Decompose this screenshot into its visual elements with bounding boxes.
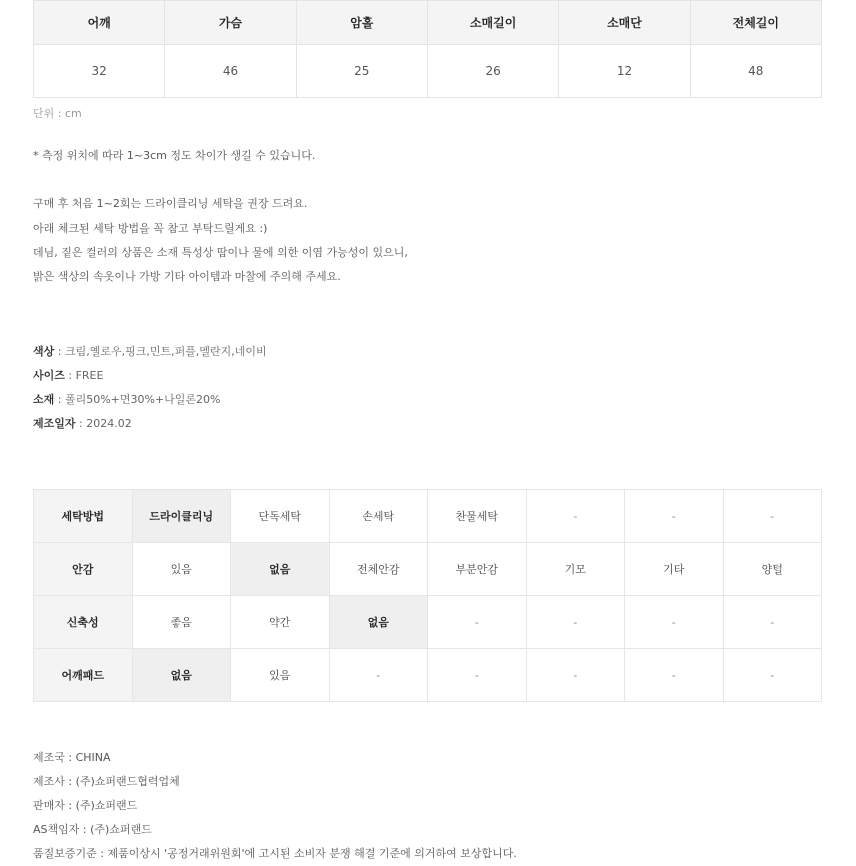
wash-note-3: 데님, 짙은 컬러의 상품은 소재 특성상 땀이나 물에 의한 이염 가능성이 있으니,: [33, 246, 408, 259]
size-value-cell: 32: [34, 45, 165, 98]
care-option: -: [526, 596, 625, 649]
size-header-cell: 전체길이: [690, 1, 821, 45]
care-option: 양털: [723, 543, 822, 596]
care-row-label: 세탁방법: [34, 490, 133, 543]
size-header-cell: 암홀: [296, 1, 427, 45]
spec-date-value: : 2024.02: [75, 417, 132, 430]
wash-note-1: 구매 후 처음 1~2회는 드라이클리닝 세탁을 권장 드려요.: [33, 197, 308, 210]
care-table: [33, 489, 822, 702]
maker-warranty: 품질보증기준 : 제품이상시 '공정거래위원회'에 고시된 소비자 분쟁 해결 기준에 의거하여 보상합니다.: [33, 847, 517, 860]
care-option-selected: 없음: [132, 649, 231, 702]
care-option: -: [526, 649, 625, 702]
spec-size-label: 사이즈: [33, 369, 65, 382]
care-row-label: 어깨패드: [34, 649, 133, 702]
care-option: -: [625, 490, 724, 543]
care-option-selected: 없음: [231, 543, 330, 596]
care-option: 찬물세탁: [428, 490, 527, 543]
spec-size-value: : FREE: [64, 369, 104, 382]
care-option: 기타: [625, 543, 724, 596]
care-option: -: [723, 596, 822, 649]
maker-seller: 판매자 : (주)쇼퍼랜드: [33, 799, 138, 812]
care-option: -: [329, 649, 428, 702]
unit-note: 단위 : cm: [33, 107, 82, 120]
care-option: 기모: [526, 543, 625, 596]
size-value-cell: 46: [165, 45, 296, 98]
spec-date-label: 제조일자: [33, 417, 76, 430]
wash-note-4: 밝은 색상의 속옷이나 가방 기타 아이템과 마찰에 주의해 주세요.: [33, 270, 341, 283]
size-table-values: [34, 45, 822, 98]
size-value-cell: 48: [690, 45, 821, 98]
care-row: [34, 596, 822, 649]
maker-as: AS책임자 : (주)쇼퍼랜드: [33, 823, 152, 836]
care-option: -: [723, 649, 822, 702]
care-option: -: [723, 490, 822, 543]
size-table: [33, 0, 822, 98]
care-option: 약간: [231, 596, 330, 649]
spec-size: [33, 364, 103, 388]
spec-material: [33, 388, 221, 412]
care-option: 부분안감: [428, 543, 527, 596]
size-value-cell: 12: [559, 45, 690, 98]
care-row: [34, 649, 822, 702]
spec-color-label: 색상: [33, 345, 55, 358]
care-option: 단독세탁: [231, 490, 330, 543]
size-header-cell: 소매단: [559, 1, 690, 45]
size-header-cell: 가슴: [165, 1, 296, 45]
care-option: 전체안감: [329, 543, 428, 596]
spec-material-value: : 폴리50%+면30%+나일론20%: [54, 393, 221, 406]
size-header-cell: 소매길이: [427, 1, 558, 45]
spec-date: [33, 412, 132, 436]
care-option-selected: 없음: [329, 596, 428, 649]
size-table-header: [34, 1, 822, 45]
care-row-label: 안감: [34, 543, 133, 596]
maker-manufacturer: 제조사 : (주)쇼퍼랜드협력업체: [33, 775, 180, 788]
care-option-selected: 드라이클리닝: [132, 490, 231, 543]
size-value-cell: 26: [427, 45, 558, 98]
size-value-cell: 25: [296, 45, 427, 98]
care-option: -: [428, 596, 527, 649]
maker-country: 제조국 : CHINA: [33, 751, 111, 764]
care-option: -: [625, 596, 724, 649]
wash-note-2: 아래 체크된 세탁 방법을 꼭 참고 부탁드릴게요 :): [33, 222, 268, 235]
care-option: -: [625, 649, 724, 702]
care-option: -: [526, 490, 625, 543]
care-row: [34, 490, 822, 543]
care-option: -: [428, 649, 527, 702]
spec-color-value: : 크림,옐로우,핑크,민트,퍼플,멜란지,네이비: [54, 345, 267, 358]
care-option: 좋음: [132, 596, 231, 649]
care-row-label: 신축성: [34, 596, 133, 649]
spec-material-label: 소재: [33, 393, 55, 406]
care-row: [34, 543, 822, 596]
care-option: 있음: [231, 649, 330, 702]
care-option: 있음: [132, 543, 231, 596]
care-option: 손세탁: [329, 490, 428, 543]
size-header-cell: 어깨: [34, 1, 165, 45]
measure-note: * 측정 위치에 따라 1~3cm 정도 차이가 생길 수 있습니다.: [33, 149, 316, 162]
spec-color: [33, 340, 267, 364]
